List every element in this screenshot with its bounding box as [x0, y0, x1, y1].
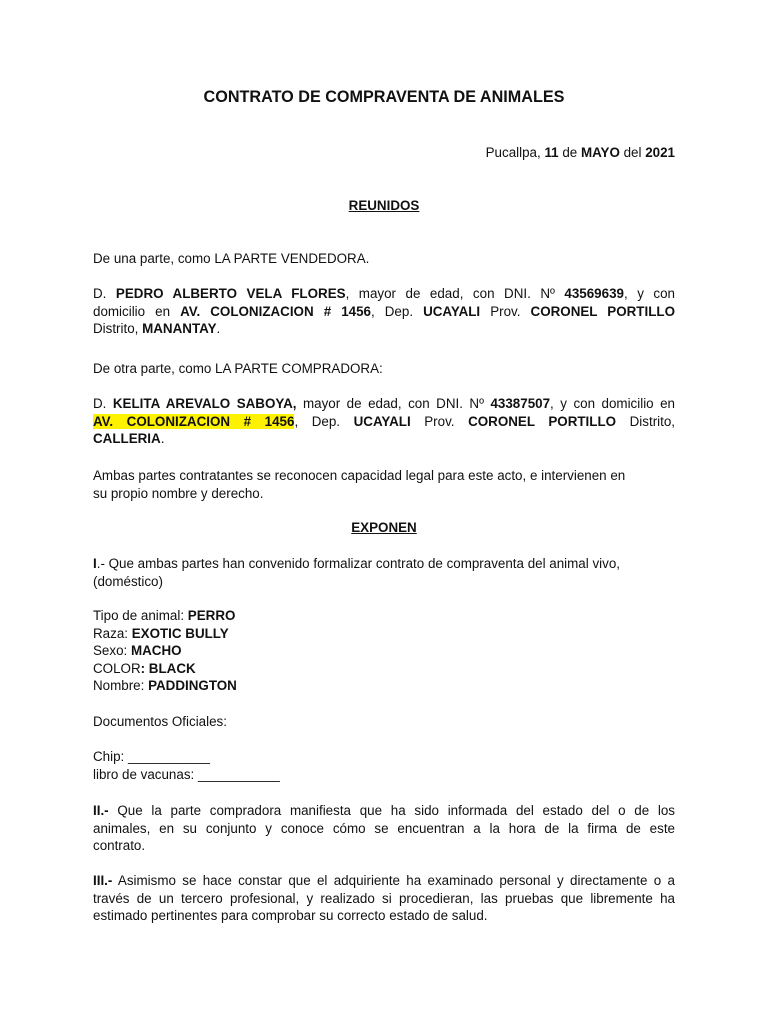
clause-1-number: I: [93, 556, 97, 571]
seller-line-1: [93, 285, 675, 303]
clause-3: [93, 872, 675, 925]
clause-2-number: II.-: [93, 803, 109, 818]
buyer-text-5: Distrito,: [616, 413, 676, 429]
seller-dep: UCAYALI: [423, 303, 481, 319]
seller-text-3: domicilio en: [93, 303, 181, 319]
buyer-text-6: .: [160, 431, 165, 447]
seller-name: PEDRO ALBERTO VELA FLORES: [115, 286, 346, 301]
date-day: 11: [544, 145, 559, 160]
document-title: CONTRATO DE COMPRAVENTA DE ANIMALES: [203, 88, 565, 106]
buyer-dni: 43387507: [490, 396, 551, 411]
date-month: MAYO: [580, 145, 620, 160]
clause-2-line-1: [93, 802, 675, 820]
animal-color-value: : BLACK: [140, 660, 196, 676]
animal-color-label: COLOR: [93, 660, 141, 676]
animal-sex-label: Sexo:: [93, 643, 131, 659]
animal-breed-label: Raza:: [93, 625, 132, 641]
clause-3-line-1: [93, 872, 675, 890]
clause-3-text-1: Asimismo se hace constar que el adquiriente ha examinado personal y directamente o a: [112, 873, 675, 888]
buyer-dep: UCAYALI: [353, 413, 411, 429]
buyer-text-1: mayor de edad, con DNI. Nº: [296, 396, 491, 411]
seller-prov: CORONEL PORTILLO: [530, 303, 675, 319]
buyer-name: KELITA AREVALO SABOYA,: [112, 396, 297, 411]
animal-type-label: Tipo de animal:: [93, 608, 188, 623]
clause-1-line-2: (doméstico): [93, 573, 163, 589]
clause-2: [93, 802, 675, 855]
seller-prefix: D.: [93, 286, 116, 301]
vaccine-book-field: libro de vacunas: ___________: [93, 766, 280, 782]
animal-details: [93, 607, 675, 695]
clause-1-line-1: [93, 555, 675, 573]
official-documents-label: Documentos Oficiales:: [93, 714, 227, 729]
clause-3-line-2: través de un tercero profesional, y realizado si procedieran, las pruebas que libremente ha: [93, 890, 675, 906]
seller-district: MANANTAY: [142, 321, 217, 337]
seller-line-3: [93, 320, 675, 338]
seller-text-7: .: [216, 321, 221, 337]
animal-breed: [93, 625, 675, 643]
contract-date: [486, 144, 675, 162]
buyer-address: AV. COLONIZACION # 1456: [93, 413, 295, 429]
date-year: 2021: [645, 145, 675, 160]
animal-sex-value: MACHO: [130, 643, 182, 659]
capacity-line-2: su propio nombre y derecho.: [93, 485, 264, 501]
capacity-paragraph: [93, 467, 675, 502]
date-place: Pucallpa,: [485, 145, 545, 160]
animal-name: [93, 677, 675, 695]
seller-text-5: Prov.: [480, 303, 531, 319]
seller-address: AV. COLONIZACION # 1456: [180, 303, 371, 319]
animal-color: [93, 660, 675, 678]
official-documents: [93, 748, 675, 783]
date-del: del: [619, 145, 646, 160]
buyer-intro: De otra parte, como LA PARTE COMPRADORA:: [93, 361, 383, 376]
heading-reunidos: REUNIDOS: [348, 198, 420, 213]
seller-text-6: Distrito,: [93, 321, 143, 337]
buyer-text-3: , Dep.: [294, 413, 354, 429]
seller-text-4: , Dep.: [370, 303, 424, 319]
buyer-prefix: D.: [93, 396, 113, 411]
clause-3-number: III.-: [93, 873, 113, 888]
seller-line-2: [93, 303, 675, 321]
animal-type-value: PERRO: [187, 608, 236, 623]
buyer-line-1: [93, 395, 675, 413]
clause-3-line-3: estimado pertinentes para comprobar su correcto estado de salud.: [93, 908, 488, 924]
heading-exponen: EXPONEN: [351, 520, 417, 535]
animal-sex: [93, 642, 675, 660]
buyer-paragraph: [93, 395, 675, 448]
seller-dni: 43569639: [564, 286, 624, 301]
clause-2-line-3: contrato.: [93, 838, 146, 854]
seller-paragraph: [93, 285, 675, 338]
animal-type: [93, 607, 675, 625]
clause-2-text-1: Que la parte compradora manifiesta que ha sido informada del estado del o de los: [108, 803, 675, 818]
clause-1: [93, 555, 675, 590]
buyer-district: CALLERIA: [93, 431, 161, 447]
chip-field: Chip: ___________: [93, 749, 210, 764]
animal-name-value: PADDINGTON: [148, 678, 237, 694]
contract-page: [93, 0, 675, 1024]
buyer-prov: CORONEL PORTILLO: [468, 413, 617, 429]
buyer-line-3: [93, 430, 675, 448]
buyer-line-2: [93, 413, 675, 431]
capacity-line-1: Ambas partes contratantes se reconocen capacidad legal para este acto, e intervienen en: [93, 468, 626, 483]
seller-intro: De una parte, como LA PARTE VENDEDORA.: [93, 251, 370, 266]
clause-2-line-2: animales, en su conjunto y conoce cómo se encuentran a la hora de la firma de este: [93, 820, 675, 836]
clause-1-text-1: .- Que ambas partes han convenido formalizar contrato de compraventa del animal vivo,: [96, 556, 620, 571]
animal-breed-value: EXOTIC BULLY: [131, 625, 229, 641]
seller-text-2: , y con: [623, 286, 675, 301]
seller-text-1: , mayor de edad, con DNI. Nº: [345, 286, 565, 301]
buyer-text-2: , y con domicilio en: [550, 396, 675, 411]
buyer-text-4: Prov.: [410, 413, 469, 429]
animal-name-label: Nombre:: [93, 678, 149, 694]
date-de: de: [558, 145, 581, 160]
